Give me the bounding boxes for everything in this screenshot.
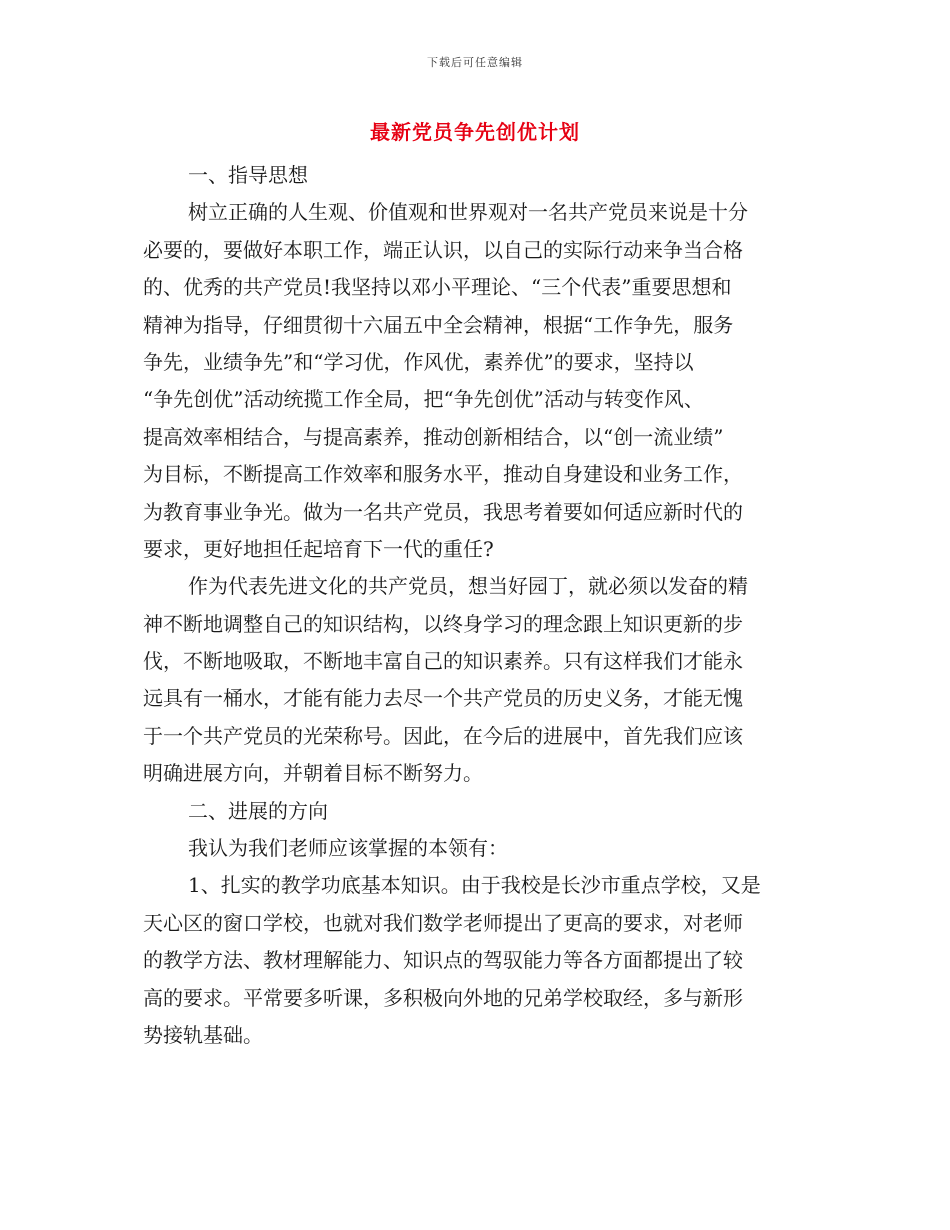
body-text-line: 明确进展方向，并朝着目标不断努力。 xyxy=(143,761,483,786)
body-text-line: 势接轨基础。 xyxy=(143,1022,263,1047)
body-text-line: 高的要求。平常要多听课，多积极向外地的兄弟学校取经，多与新形 xyxy=(143,985,743,1010)
body-text-line: 要求，更好地担任起培育下一代的重任? xyxy=(143,536,494,561)
document-body xyxy=(143,157,808,1054)
body-text-line: 精神为指导，仔细贯彻十六届五中全会精神，根据“工作争先，服务 xyxy=(143,312,734,337)
body-text-line: 我认为我们老师应该掌握的本领有： xyxy=(188,836,508,861)
body-text-line: 的教学方法、教材理解能力、知识点的驾驭能力等各方面都提出了较 xyxy=(143,948,743,973)
body-text-line: 于一个共产党员的光荣称号。因此，在今后的进展中，首先我们应该 xyxy=(143,723,743,748)
body-text-line: 必要的，要做好本职工作，端正认识，以自己的实际行动来争当合格 xyxy=(143,237,743,262)
body-text-line: 为目标，不断提高工作效率和服务水平，推动自身建设和业务工作， xyxy=(143,462,743,487)
body-text-line: 天心区的窗口学校，也就对我们数学老师提出了更高的要求，对老师 xyxy=(143,910,743,935)
page-header-note: 下载后可任意编辑 xyxy=(427,56,523,69)
body-text-line: 1、扎实的教学功底基本知识。由于我校是长沙市重点学校，又是 xyxy=(188,873,761,898)
body-text-line: 为教育事业争光。做为一名共产党员，我思考着要如何适应新时代的 xyxy=(143,499,743,524)
document-title: 最新党员争先创优计划 xyxy=(370,120,580,144)
body-text-line: 提高效率相结合，与提高素养，推动创新相结合，以“创一流业绩” xyxy=(143,424,724,449)
body-text-line: 伐，不断地吸取，不断地丰富自己的知识素养。只有这样我们才能永 xyxy=(143,649,743,674)
body-text-line: 二、进展的方向 xyxy=(188,798,328,823)
body-text-line: 一、指导思想 xyxy=(188,163,308,187)
body-text-line: 远具有一桶水，才能有能力去尽一个共产党员的历史义务，才能无愧 xyxy=(143,686,743,711)
body-text-line: 争先，业绩争先”和“学习优，作风优，素养优”的要求，坚持以 xyxy=(143,349,694,374)
body-text-line: 树立正确的人生观、价值观和世界观对一名共产党员来说是十分 xyxy=(188,200,748,225)
body-text-line: 神不断地调整自己的知识结构，以终身学习的理念跟上知识更新的步 xyxy=(143,611,743,636)
body-text-line: 作为代表先进文化的共产党员，想当好园丁，就必须以发奋的精 xyxy=(188,574,748,599)
body-text-line: “争先创优”活动统揽工作全局，把“争先创优”活动与转变作风、 xyxy=(143,387,704,412)
body-text-line: 的、优秀的共产党员!我坚持以邓小平理论、“三个代表”重要思想和 xyxy=(143,275,732,300)
